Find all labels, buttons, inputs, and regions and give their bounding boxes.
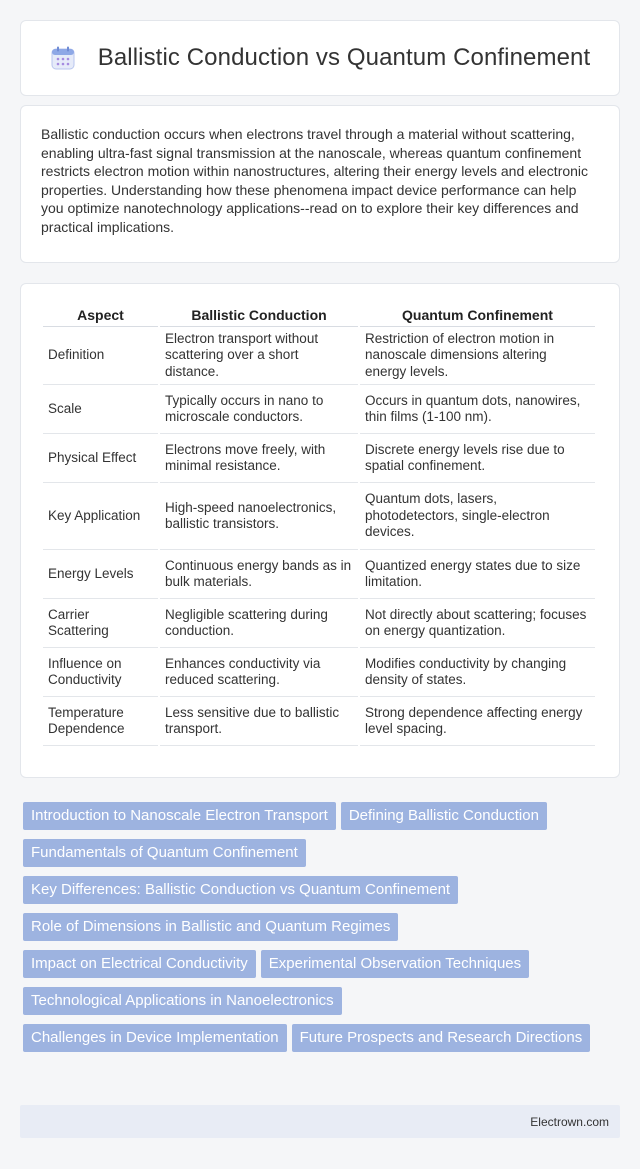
- intro-paragraph: Ballistic conduction occurs when electrons travel through a material without scattering, enabling ultra-fast signal transmission at the nanoscale, whereas quantum confinement restricts electron motion within nanostructures, altering their energy levels and electronic properties. Understanding how these phenomena impact device performance can help you optimize nanotechnology applications--read on to explore their key differences and practical implications.: [41, 126, 589, 235]
- table-cell-aspect: Physical Effect: [43, 434, 158, 483]
- column-header-quantum: Quantum Confinement: [360, 303, 595, 327]
- footer: [20, 1105, 620, 1138]
- table-cell-quantum: Occurs in quantum dots, nanowires, thin films (1-100 nm).: [360, 385, 595, 434]
- table-cell-quantum: Quantum dots, lasers, photodetectors, single-electron devices.: [360, 483, 595, 550]
- topic-tag-defining-ballistic[interactable]: Defining Ballistic Conduction: [341, 802, 547, 830]
- table-cell-quantum: Not directly about scattering; focuses on energy quantization.: [360, 599, 595, 648]
- table-cell-aspect: Carrier Scattering: [43, 599, 158, 648]
- table-cell-ballistic: Continuous energy bands as in bulk materials.: [160, 550, 358, 599]
- table-cell-quantum: Quantized energy states due to size limitation.: [360, 550, 595, 599]
- topic-tag-experimental-techniques[interactable]: Experimental Observation Techniques: [261, 950, 529, 978]
- table-row: [43, 327, 595, 385]
- table-row: [43, 483, 595, 550]
- topic-tag-list: [23, 802, 603, 1061]
- table-cell-quantum: Restriction of electron motion in nanoscale dimensions altering energy levels.: [360, 327, 595, 385]
- topic-tag-device-challenges[interactable]: Challenges in Device Implementation: [23, 1024, 287, 1052]
- table-cell-aspect: Scale: [43, 385, 158, 434]
- table-cell-ballistic: Negligible scattering during conduction.: [160, 599, 358, 648]
- table-cell-ballistic: Typically occurs in nano to microscale conductors.: [160, 385, 358, 434]
- topic-tag-electrical-conductivity[interactable]: Impact on Electrical Conductivity: [23, 950, 256, 978]
- table-cell-quantum: Modifies conductivity by changing density of states.: [360, 648, 595, 697]
- table-row: [43, 599, 595, 648]
- table-cell-aspect: Energy Levels: [43, 550, 158, 599]
- table-cell-ballistic: Less sensitive due to ballistic transport.: [160, 697, 358, 746]
- table-cell-aspect: Influence on Conductivity: [43, 648, 158, 697]
- comparison-table: [41, 303, 597, 746]
- table-cell-ballistic: Enhances conductivity via reduced scattering.: [160, 648, 358, 697]
- table-row: [43, 697, 595, 746]
- table-cell-aspect: Definition: [43, 327, 158, 385]
- table-cell-quantum: Strong dependence affecting energy level spacing.: [360, 697, 595, 746]
- topic-tag-quantum-fundamentals[interactable]: Fundamentals of Quantum Confinement: [23, 839, 306, 867]
- topic-tag-intro-nanoscale-transport[interactable]: Introduction to Nanoscale Electron Transport: [23, 802, 336, 830]
- table-cell-ballistic: Electrons move freely, with minimal resistance.: [160, 434, 358, 483]
- table-header-row: [43, 303, 595, 327]
- page-title: Ballistic Conduction vs Quantum Confinement: [97, 44, 591, 71]
- topic-tag-key-differences[interactable]: Key Differences: Ballistic Conduction vs Quantum Confinement: [23, 876, 458, 904]
- table-row: [43, 385, 595, 434]
- table-cell-quantum: Discrete energy levels rise due to spatial confinement.: [360, 434, 595, 483]
- table-cell-aspect: Temperature Dependence: [43, 697, 158, 746]
- table-row: [43, 550, 595, 599]
- comparison-table-card: [20, 283, 620, 778]
- column-header-aspect: Aspect: [43, 303, 158, 327]
- table-cell-ballistic: High-speed nanoelectronics, ballistic transistors.: [160, 483, 358, 550]
- intro-card: [20, 105, 620, 263]
- topic-tag-future-prospects[interactable]: Future Prospects and Research Directions: [292, 1024, 591, 1052]
- footer-site-name: Electrown.com: [530, 1114, 609, 1129]
- column-header-ballistic: Ballistic Conduction: [160, 303, 358, 327]
- topic-tag-role-of-dimensions[interactable]: Role of Dimensions in Ballistic and Quantum Regimes: [23, 913, 398, 941]
- table-row: [43, 648, 595, 697]
- title-card: [20, 20, 620, 96]
- table-cell-ballistic: Electron transport without scattering over a short distance.: [160, 327, 358, 385]
- table-cell-aspect: Key Application: [43, 483, 158, 550]
- topic-tag-technological-applications[interactable]: Technological Applications in Nanoelectronics: [23, 987, 342, 1015]
- calendar-icon: [50, 45, 76, 71]
- table-row: [43, 434, 595, 483]
